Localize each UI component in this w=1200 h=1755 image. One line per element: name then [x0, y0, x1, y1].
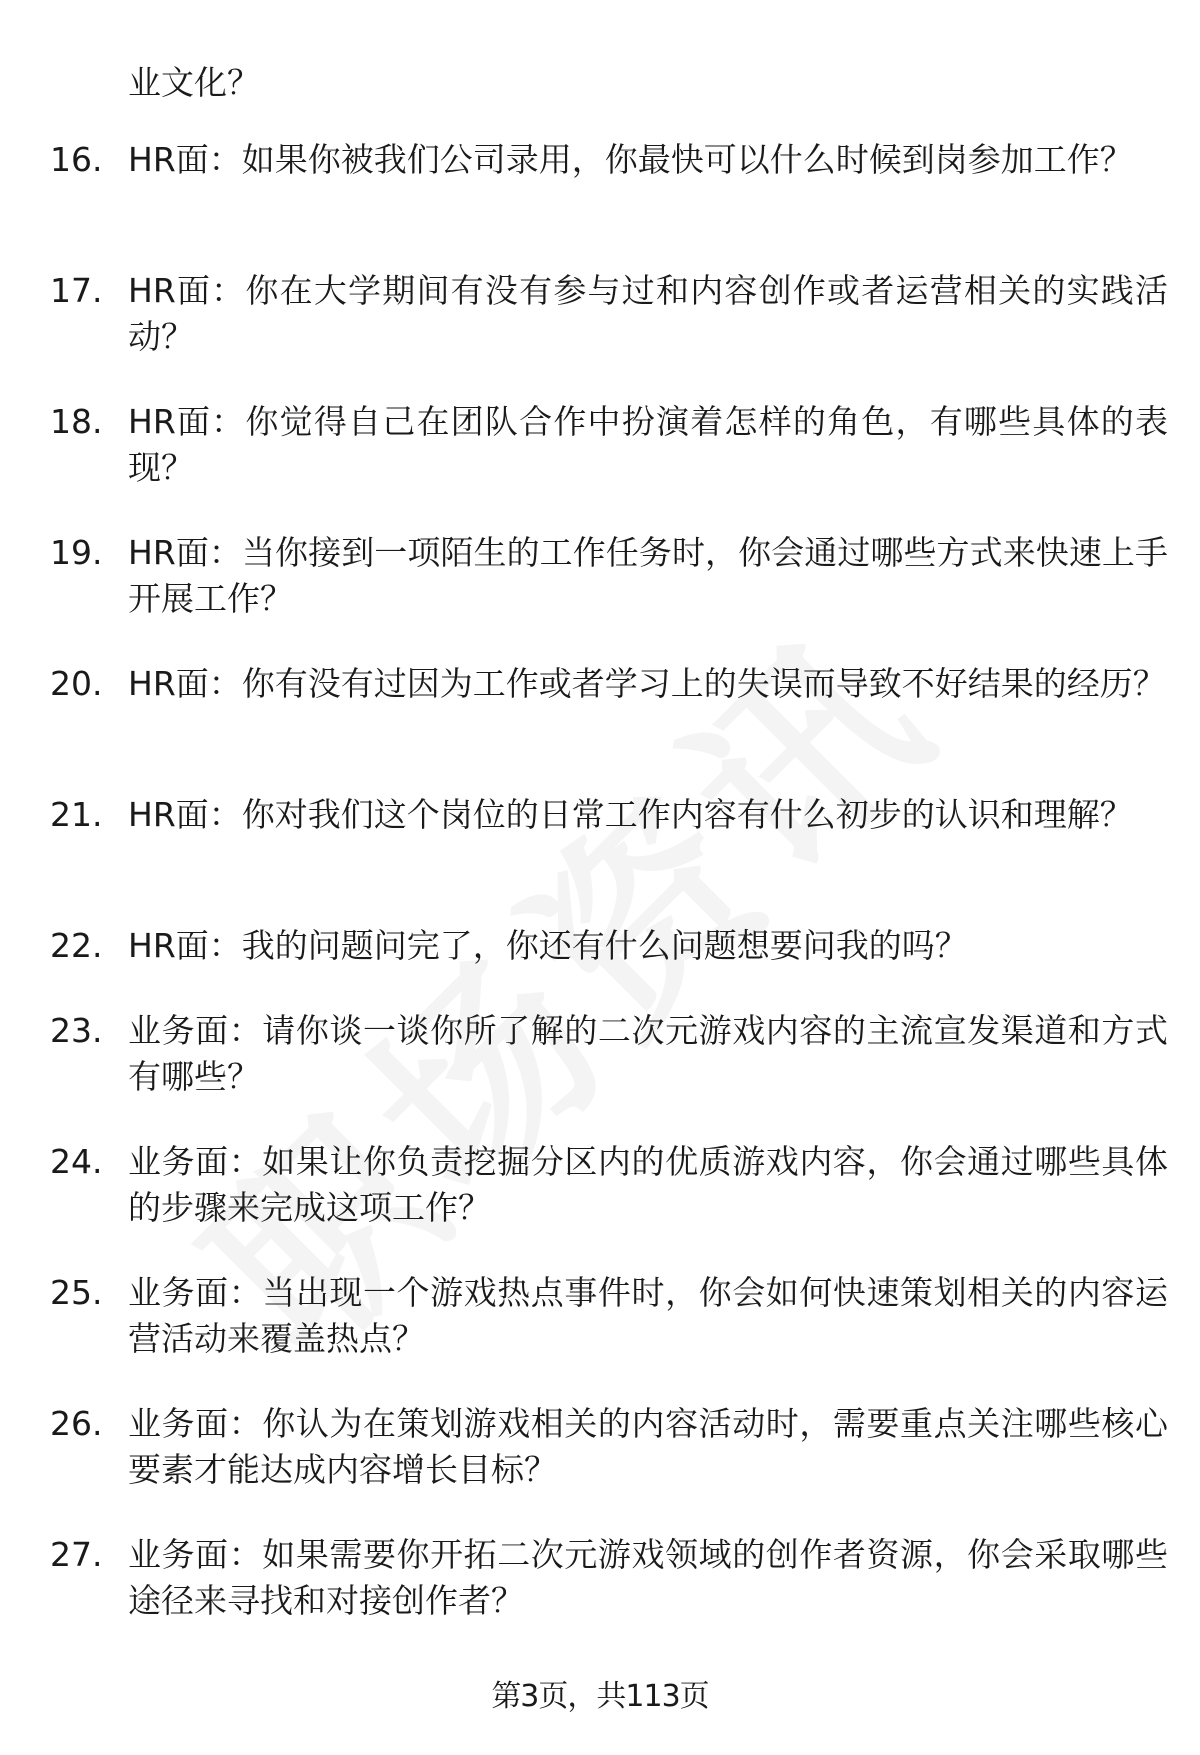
- question-text: 业务面：如果让你负责挖掘分区内的优质游戏内容，你会通过哪些具体的步骤来完成这项工作？: [128, 1142, 1168, 1227]
- question-number: 23.: [50, 1011, 103, 1050]
- question-text: HR面：你有没有过因为工作或者学习上的失误而导致不好结果的经历？: [128, 664, 1166, 703]
- page-footer: 第3页，共113页: [491, 1679, 709, 1714]
- question-number: 18.: [50, 402, 103, 441]
- question-number: 25.: [50, 1273, 103, 1312]
- question-text: HR面：你在大学期间有没有参与过和内容创作或者运营相关的实践活动？: [128, 271, 1168, 356]
- question-number: 26.: [50, 1404, 103, 1443]
- question-number: 21.: [50, 795, 103, 834]
- question-text: HR面：我的问题问完了，你还有什么问题想要问我的吗？: [128, 926, 968, 965]
- question-text: HR面：当你接到一项陌生的工作任务时，你会通过哪些方式来快速上手开展工作？: [128, 533, 1168, 618]
- question-text: HR面：你对我们这个岗位的日常工作内容有什么初步的认识和理解？: [128, 795, 1133, 834]
- question-number: 20.: [50, 664, 103, 703]
- question-number: 27.: [50, 1535, 103, 1574]
- question-number: 19.: [50, 533, 103, 572]
- question-text: 业务面：请你谈一谈你所了解的二次元游戏内容的主流宣发渠道和方式有哪些？: [128, 1011, 1168, 1096]
- question-text: 业务面：如果需要你开拓二次元游戏领域的创作者资源，你会采取哪些途径来寻找和对接创作者？: [128, 1535, 1168, 1620]
- question-text: 业务面：当出现一个游戏热点事件时，你会如何快速策划相关的内容运营活动来覆盖热点？: [128, 1273, 1168, 1358]
- question-text: HR面：你觉得自己在团队合作中扮演着怎样的角色，有哪些具体的表现？: [128, 402, 1168, 487]
- question-number: 22.: [50, 926, 103, 965]
- question-number: 16.: [50, 140, 103, 179]
- question-number: 17.: [50, 271, 103, 310]
- question-text: 业务面：你认为在策划游戏相关的内容活动时，需要重点关注哪些核心要素才能达成内容增长目标？: [128, 1404, 1168, 1489]
- question-text: HR面：如果你被我们公司录用，你最快可以什么时候到岗参加工作？: [128, 140, 1133, 179]
- continued-question-text: 业文化？: [128, 63, 260, 102]
- question-number: 24.: [50, 1142, 103, 1181]
